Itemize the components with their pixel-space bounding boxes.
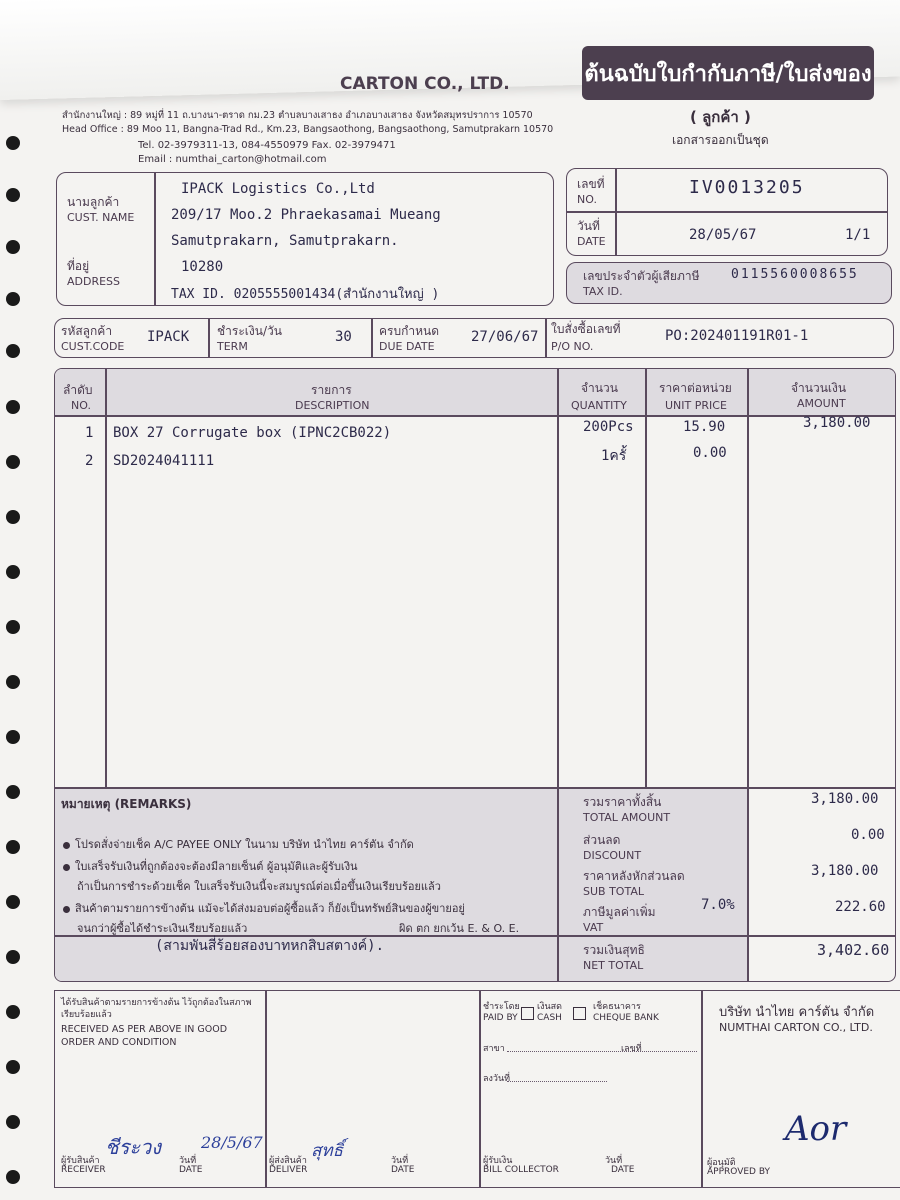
branch-label: สาขา bbox=[483, 1044, 505, 1054]
row2-no: 2 bbox=[85, 453, 94, 469]
cust-code: IPACK bbox=[147, 329, 190, 345]
cash-label-en: CASH bbox=[537, 1013, 562, 1023]
head-office-th: สำนักงานใหญ่ : 89 หมู่ที่ 11 ถ.บางนา-ตราด กม.23 ตำบลบางเสาธง อำเภอบางเสาธง จังหวัดสมุทรปราการ 10570 bbox=[62, 110, 533, 121]
customer-address-line1: 209/17 Moo.2 Phraekasamai Mueang bbox=[171, 207, 441, 223]
invoice-date-label-th: วันที่ bbox=[577, 219, 600, 233]
due-date: 27/06/67 bbox=[471, 329, 539, 345]
col-price-th: ราคาต่อหน่วย bbox=[659, 381, 732, 395]
binder-hole bbox=[6, 510, 20, 524]
binder-hole bbox=[6, 840, 20, 854]
col-price-en: UNIT PRICE bbox=[665, 399, 727, 412]
term-days: 30 bbox=[335, 329, 352, 345]
cheque-date-label: ลงวันที่ bbox=[483, 1074, 511, 1084]
binder-hole bbox=[6, 565, 20, 579]
binder-hole bbox=[6, 400, 20, 414]
cust-name-label-th: นามลูกค้า bbox=[67, 195, 120, 209]
row1-description: BOX 27 Corrugate box (IPNC2CB022) bbox=[113, 425, 392, 441]
approved-by-label-en: APPROVED BY bbox=[707, 1167, 771, 1177]
binder-hole bbox=[6, 1060, 20, 1074]
subtotal-label-th: ราคาหลังหักส่วนลด bbox=[583, 869, 685, 883]
vat-label-en: VAT bbox=[583, 921, 604, 934]
cheque-label-en: CHEQUE BANK bbox=[593, 1013, 659, 1023]
col-desc-th: รายการ bbox=[311, 383, 352, 397]
receiver-label: ผู้รับสินค้า bbox=[61, 1156, 100, 1166]
received-text-th: ได้รับสินค้าตามรายการข้างต้น ไว้ถูกต้องในสภาพเรียบร้อยแล้ว bbox=[61, 998, 252, 1020]
customer-address-line2: Samutprakarn, Samutprakarn. bbox=[171, 233, 399, 249]
invoice-date: 28/05/67 bbox=[689, 227, 757, 243]
net-total-label-en: NET TOTAL bbox=[583, 959, 644, 972]
remarks-line5: จนกว่าผู้ซื้อได้ชำระเงินเรียบร้อยแล้ว bbox=[77, 922, 248, 935]
net-total-amount: 3,402.60 bbox=[817, 941, 890, 959]
invoice-page: 1/1 bbox=[845, 227, 871, 243]
po-label-en: P/O NO. bbox=[551, 340, 594, 353]
terms-row bbox=[54, 318, 894, 358]
binder-hole bbox=[6, 1005, 20, 1019]
document-note: เอกสารออกเป็นชุด bbox=[672, 133, 769, 147]
seller-tax-id-label-th: เลขประจำตัวผู้เสียภาษี bbox=[583, 269, 700, 283]
due-date-label-th: ครบกำหนด bbox=[379, 324, 439, 338]
customer-postcode: 10280 bbox=[181, 259, 224, 275]
vat-rate: 7.0% bbox=[701, 897, 735, 913]
col-amount-th: จำนวนเงิน bbox=[791, 381, 847, 395]
binder-hole bbox=[6, 455, 20, 469]
cheque-label-th: เช็คธนาคาร bbox=[593, 1002, 641, 1012]
binder-hole bbox=[6, 730, 20, 744]
due-date-label-en: DUE DATE bbox=[379, 340, 435, 353]
receiver-date-label: วันที่ bbox=[179, 1156, 197, 1166]
total-amount: 3,180.00 bbox=[811, 791, 879, 807]
col-amount-en: AMOUNT bbox=[797, 397, 846, 410]
term-label-th: ชำระเงิน/วัน bbox=[217, 324, 282, 338]
vat-amount: 222.60 bbox=[835, 899, 886, 915]
collector-date-label-en: DATE bbox=[611, 1165, 635, 1175]
binder-hole bbox=[6, 785, 20, 799]
cash-label-th: เงินสด bbox=[537, 1002, 562, 1012]
binder-hole bbox=[6, 895, 20, 909]
remarks-title: หมายเหตุ (REMARKS) bbox=[61, 797, 192, 811]
invoice-no-label-en: NO. bbox=[577, 193, 597, 206]
company-name: CARTON CO., LTD. bbox=[340, 74, 510, 94]
approver-signature: Aor bbox=[785, 1109, 847, 1149]
deliver-signature: สุทธิ์ bbox=[311, 1141, 343, 1161]
remarks-line3: ถ้าเป็นการชำระด้วยเช็ค ใบเสร็จรับเงินนี้จะสมบูรณ์ต่อเมื่อขึ้นเงินเรียบร้อยแล้ว bbox=[77, 880, 441, 893]
invoice-number: IV0013205 bbox=[689, 177, 805, 198]
net-total-label-th: รวมเงินสุทธิ bbox=[583, 943, 645, 957]
collector-date-label: วันที่ bbox=[605, 1156, 623, 1166]
invoice-date-label-en: DATE bbox=[577, 235, 606, 248]
receiver-date-handwritten: 28/5/67 bbox=[201, 1133, 263, 1152]
po-number: PO:202401191R01-1 bbox=[665, 328, 809, 344]
row2-unit-price: 0.00 bbox=[693, 445, 727, 461]
subtotal-amount: 3,180.00 bbox=[811, 863, 879, 879]
cust-name-label-en: CUST. NAME bbox=[67, 211, 135, 224]
binder-hole bbox=[6, 1115, 20, 1129]
binder-hole bbox=[6, 240, 20, 254]
binder-hole bbox=[6, 675, 20, 689]
deliver-date-label-en: DATE bbox=[391, 1165, 415, 1175]
row1-quantity: 200Pcs bbox=[583, 419, 634, 435]
approver-company-th: บริษัท นำไทย คาร์ตัน จำกัด bbox=[719, 1005, 875, 1020]
document-copy: ( ลูกค้า ) bbox=[690, 108, 751, 126]
remarks-line1: โปรดสั่งจ่ายเช็ค A/C PAYEE ONLY ในนาม บริษัท นำไทย คาร์ตัน จำกัด bbox=[63, 835, 414, 853]
paid-by-label-en: PAID BY bbox=[483, 1013, 518, 1023]
cheque-checkbox[interactable] bbox=[573, 1003, 586, 1022]
binder-hole bbox=[6, 1170, 20, 1184]
seller-tax-id-label-en: TAX ID. bbox=[583, 285, 623, 298]
deliver-date-label: วันที่ bbox=[391, 1156, 409, 1166]
remarks-eoe: ผิด ตก ยกเว้น E. & O. E. bbox=[399, 922, 520, 935]
discount-label-en: DISCOUNT bbox=[583, 849, 642, 862]
customer-tax-id: TAX ID. 0205555001434(สำนักงานใหญ่ ) bbox=[171, 287, 440, 302]
binder-hole bbox=[6, 136, 20, 150]
received-text-en: RECEIVED AS PER ABOVE IN GOOD ORDER AND CONDITION bbox=[61, 1024, 228, 1048]
cheque-no-label: เลขที่ bbox=[621, 1044, 642, 1054]
seller-tax-id: 0115560008655 bbox=[731, 267, 859, 282]
invoice-number-box bbox=[566, 168, 888, 256]
vat-label-th: ภาษีมูลค่าเพิ่ม bbox=[583, 905, 656, 919]
cust-code-label-en: CUST.CODE bbox=[61, 340, 125, 353]
approver-company-en: NUMTHAI CARTON CO., LTD. bbox=[719, 1021, 873, 1034]
address-label-th: ที่อยู่ bbox=[67, 259, 90, 273]
receiver-signature: ชีระวง bbox=[105, 1135, 162, 1159]
col-qty-en: QUANTITY bbox=[571, 399, 627, 412]
paid-by-label-th: ชำระโดย bbox=[483, 1002, 520, 1012]
customer-name: IPACK Logistics Co.,Ltd bbox=[181, 181, 375, 197]
col-no-en: NO. bbox=[71, 399, 91, 412]
col-no-th: ลำดับ bbox=[63, 383, 93, 397]
col-qty-th: จำนวน bbox=[581, 381, 618, 395]
remarks-line4: สินค้าตามรายการข้างต้น แม้จะได้ส่งมอบต่อผู้ซื้อแล้ว ก็ยังเป็นทรัพย์สินของผู้ขายอยู่ bbox=[63, 899, 465, 917]
collector-label-en: BILL COLLECTOR bbox=[483, 1165, 559, 1175]
approved-by-label: ผู้อนุมัติ bbox=[707, 1158, 736, 1168]
po-label-th: ใบสั่งซื้อเลขที่ bbox=[551, 322, 621, 336]
row2-quantity: 1ครั้ bbox=[601, 448, 627, 464]
seller-tax-id-box bbox=[566, 262, 892, 304]
total-label-th: รวมราคาทั้งสิ้น bbox=[583, 795, 662, 809]
customer-box bbox=[56, 172, 554, 306]
discount-label-th: ส่วนลด bbox=[583, 833, 621, 847]
row2-description: SD2024041111 bbox=[113, 453, 215, 469]
address-label-en: ADDRESS bbox=[67, 275, 121, 288]
row1-amount: 3,180.00 bbox=[803, 415, 871, 431]
remarks-line2: ใบเสร็จรับเงินที่ถูกต้องจะต้องมีลายเซ็นต์ ผู้อนุมัติและผู้รับเงิน bbox=[63, 857, 358, 875]
binder-hole bbox=[6, 292, 20, 306]
invoice-no-label-th: เลขที่ bbox=[577, 177, 605, 191]
subtotal-label-en: SUB TOTAL bbox=[583, 885, 644, 898]
binder-hole bbox=[6, 344, 20, 358]
signature-area bbox=[54, 990, 900, 1188]
cash-checkbox[interactable] bbox=[521, 1003, 534, 1022]
document-title: ต้นฉบับใบกำกับภาษี/ใบส่งของ bbox=[582, 46, 874, 100]
total-label-en: TOTAL AMOUNT bbox=[583, 811, 671, 824]
col-desc-en: DESCRIPTION bbox=[295, 399, 370, 412]
company-email: Email : numthai_carton@hotmail.com bbox=[138, 154, 327, 165]
deliver-label-en: DELIVER bbox=[269, 1165, 308, 1175]
receiver-date-label-en: DATE bbox=[179, 1165, 203, 1175]
term-label-en: TERM bbox=[217, 340, 248, 353]
cust-code-label-th: รหัสลูกค้า bbox=[61, 324, 113, 338]
binder-hole bbox=[6, 950, 20, 964]
company-tel: Tel. 02-3979311-13, 084-4550979 Fax. 02-3979471 bbox=[138, 140, 396, 151]
discount-amount: 0.00 bbox=[851, 827, 885, 843]
head-office-en: Head Office : 89 Moo 11, Bangna-Trad Rd., Km.23, Bangsaothong, Bangsaothong, Samutprakarn 10570 bbox=[62, 124, 554, 135]
binder-hole bbox=[6, 188, 20, 202]
collector-label: ผู้รับเงิน bbox=[483, 1156, 513, 1166]
items-table bbox=[54, 368, 896, 982]
deliver-label: ผู้ส่งสินค้า bbox=[269, 1156, 307, 1166]
receiver-label-en: RECEIVER bbox=[61, 1165, 106, 1175]
amount-in-words: (สามพันสี่ร้อยสองบาทหกสิบสตางค์). bbox=[155, 938, 384, 954]
row1-no: 1 bbox=[85, 425, 94, 441]
binder-hole bbox=[6, 620, 20, 634]
row1-unit-price: 15.90 bbox=[683, 419, 726, 435]
